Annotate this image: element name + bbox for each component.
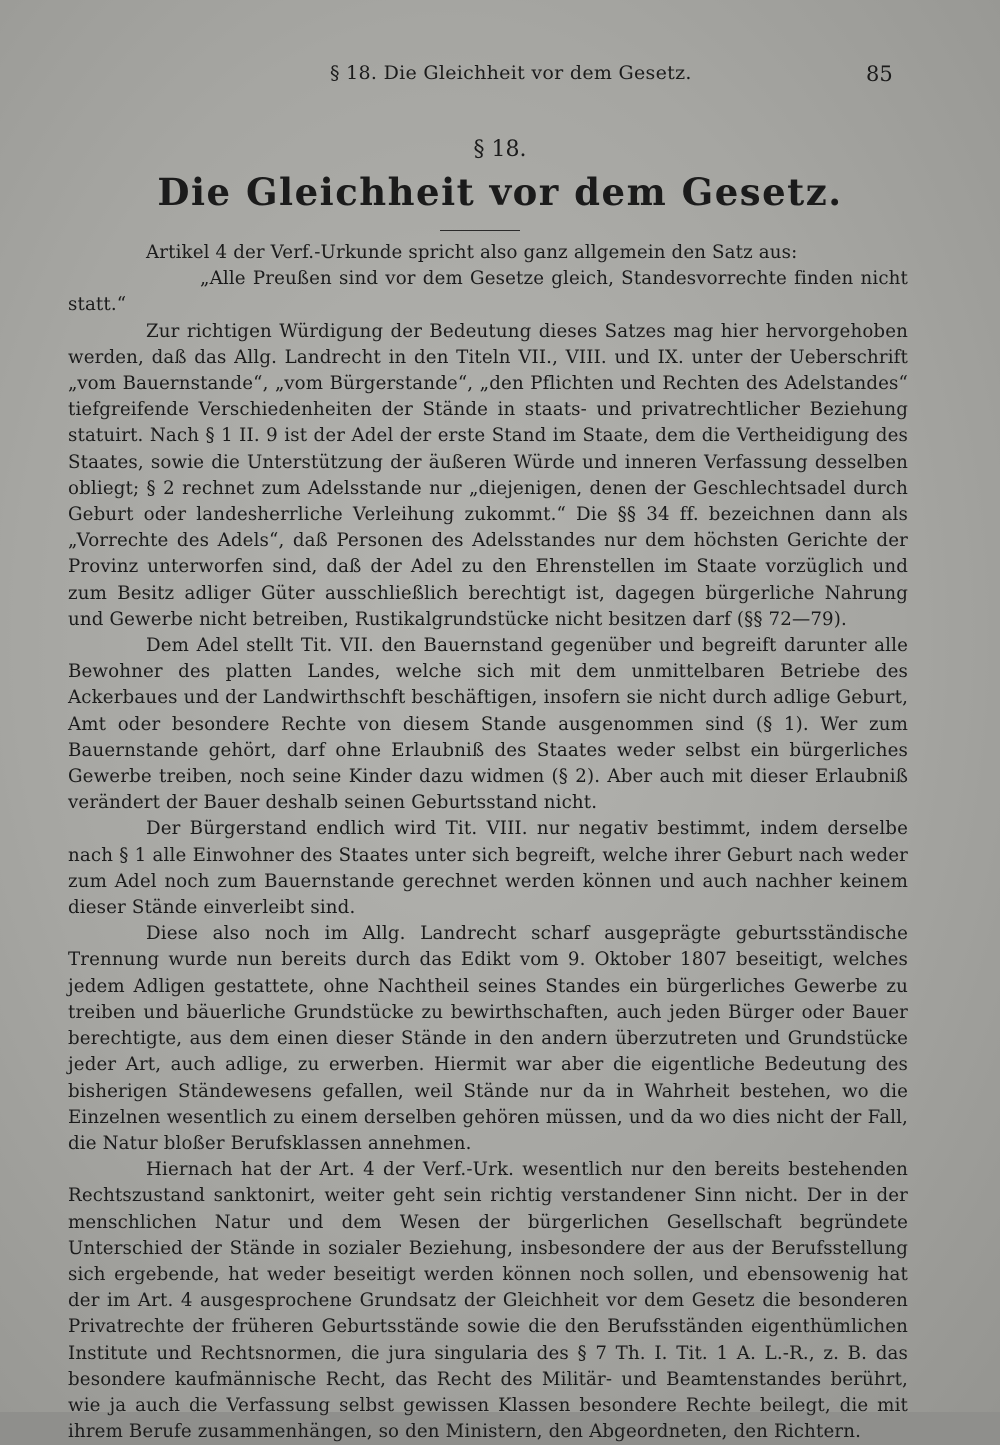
title-rule bbox=[440, 230, 520, 231]
section-number: § 18. bbox=[473, 137, 527, 162]
section-title: Die Gleichheit vor dem Gesetz. bbox=[157, 170, 843, 214]
paragraph: Diese also noch im Allg. Landrecht scharf ausgeprägte geburtsständische Trennung wurde nun bereits durch das Edikt vom 9. Oktober 1807 beseitigt, welches jedem Adligen gestattete, ohne Nachtheil seines Standes ein bürgerliches Gewerbe zu treiben und bäuerliche Grundstücke zu bewirthschaften, auch jeden Bürger oder Bauer berechtigte, aus dem einen dieser Stände in den andern überzutreten und Grundstücke jeder Art, auch adlige, zu erwerben. Hiermit war aber die eigentliche Bedeutung des bisherigen Ständewesens gefallen, weil Stände nur da in Wahrheit bestehen, wo die Einzelnen wesentlich zu einem derselben gehören müssen, und da wo dies nicht der Fall, die Natur bloßer Berufsklassen annehmen. bbox=[68, 923, 908, 1154]
running-title: § 18. Die Gleichheit vor dem Gesetz. bbox=[330, 62, 692, 84]
paragraph-intro: Artikel 4 der Verf.-Urkunde spricht also ganz allgemein den Satz aus: bbox=[146, 242, 798, 263]
paragraph: Hiernach hat der Art. 4 der Verf.-Urk. wesentlich nur den bereits bestehenden Rechtszustand sanktonirt, weiter geht sein richtig verstandener Sinn nicht. Der in der menschlichen Natur und dem Wesen der bürgerlichen Gesellschaft begründete Unterschied der Stände in sozialer Beziehung, insbesondere der aus der Berufsstellung sich ergebende, hat weder beseitigt werden können noch sollen, und ebensowenig hat der im Art. 4 ausgesprochene Grundsatz der Gleichheit vor dem Gesetz die besonderen Privatrechte der früheren Geburtsstände sowie die den Berufsständen eigenthümlichen Institute und Rechtsnormen, die jura singularia des § 7 Th. I. Tit. 1 A. L.-R., z. B. das besondere kaufmännische Recht, das Recht des Militär- und Beamtenstandes berührt, wie ja auch die Verfassung selbst gewissen Klassen besondere Rechte beilegt, die mit ihrem Berufe zusammenhängen, so den Ministern, den Abgeordneten, den Richtern. bbox=[68, 1159, 908, 1443]
paragraph: Dem Adel stellt Tit. VII. den Bauernstand gegenüber und begreift darunter alle Bewohner des platten Landes, welche sich mit dem unmittelbaren Betriebe des Ackerbaues und der Landwirthschft beschäftigen, insofern sie nicht durch adlige Geburt, Amt oder besondere Rechte von diesem Stande ausgenommen sind (§ 1). Wer zum Bauernstande gehört, darf ohne Erlaubniß des Staates weder selbst ein bürgerliches Gewerbe treiben, noch seine Kinder dazu widmen (§ 2). Aber auch mit dieser Erlaubniß verändert der Bauer deshalb seinen Geburtsstand nicht. bbox=[68, 635, 908, 814]
page-number: 85 bbox=[866, 62, 893, 86]
paragraph: Zur richtigen Würdigung der Bedeutung dieses Satzes mag hier hervorgehoben werden, daß das Allg. Landrecht in den Titeln VII., VIII. und IX. unter der Ueberschrift „vom Bauernstande“, „vom Bürgerstande“, „den Pflichten und Rechten des Adelstandes“ tiefgreifende Verschiedenheiten der Stände in staats- und privatrechtlicher Beziehung statuirt. Nach § 1 II. 9 ist der Adel der erste Stand im Staate, dem die Vertheidigung des Staates, sowie die Unterstützung der äußeren Würde und inneren Verfassung desselben obliegt; § 2 rechnet zum Adelsstande nur „diejenigen, denen der Geschlechtsadel durch Geburt oder landesherrliche Verleihung zukommt.“ Die §§ 34 ff. bezeichnen dann als „Vorrechte des Adels“, daß Personen des Adelsstandes nur dem höchsten Gerichte der Provinz unterworfen sind, daß der Adel zu den Ehrenstellen im Staate vorzüglich und zum Besitz adliger Güter ausschließlich berechtigt ist, dagegen bürgerliche Nahrung und Gewerbe nicht betreiben, Rustikalgrundstücke nicht besitzen darf (§§ 72—79). bbox=[68, 320, 908, 630]
running-head bbox=[0, 62, 1000, 92]
paragraph-quote: „Alle Preußen sind vor dem Gesetze gleich, Standesvorrechte finden nicht statt.“ bbox=[68, 268, 908, 316]
paragraph: Der Bürgerstand endlich wird Tit. VIII. nur negativ bestimmt, indem derselbe nach § 1 alle Einwohner des Staates unter sich begreift, welche ihrer Geburt nach weder zum Adel noch zum Bauernstande gerechnet werden können und auch nachher keinem dieser Stände einverleibt sind. bbox=[68, 818, 908, 919]
body-text bbox=[68, 240, 908, 1445]
